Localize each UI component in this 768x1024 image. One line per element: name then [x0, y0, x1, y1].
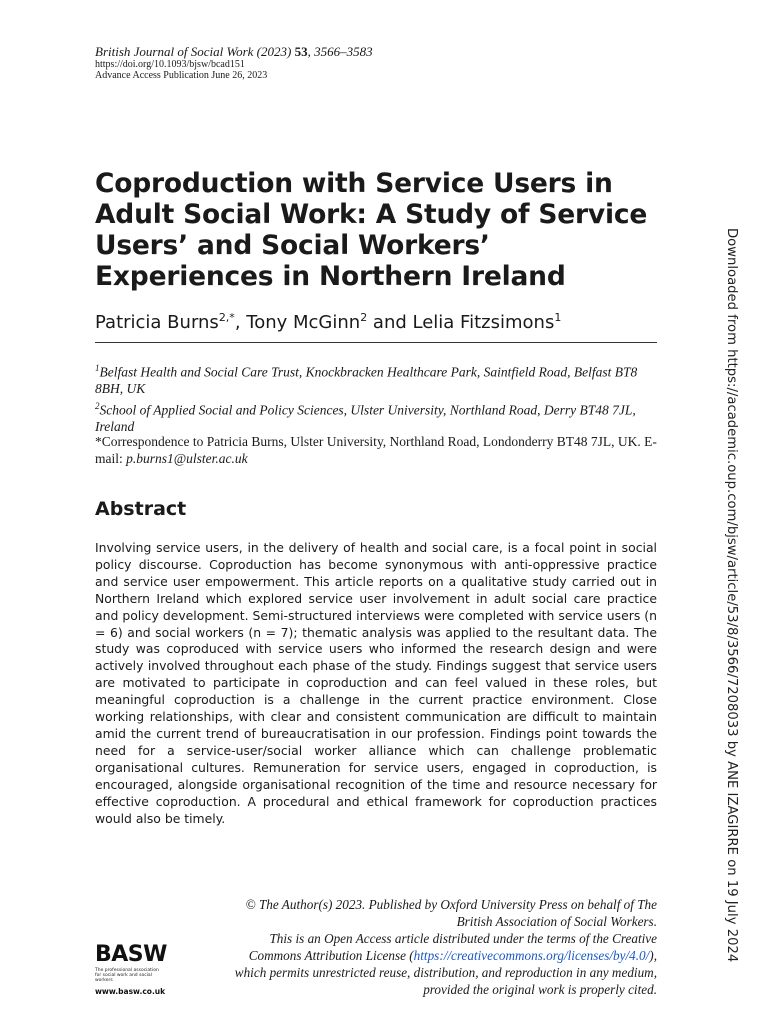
author-affiliation-marker: 2 [360, 311, 368, 324]
author-separator: and [367, 312, 413, 333]
journal-citation [95, 44, 515, 59]
abstract-heading: Abstract [95, 498, 187, 520]
author-list [95, 306, 675, 335]
author-name: Patricia Burns [95, 312, 219, 333]
affiliation-text: Belfast Health and Social Care Trust, Knockbracken Healthcare Park, Saintfield Road, Belfast BT8 8BH, UK [95, 364, 638, 396]
article-title: Coproduction with Service Users in Adult Social Work: A Study of Service Users’ and Social Workers’ Experiences in Northern Ireland [95, 168, 648, 292]
download-watermark: Downloaded from https://academic.oup.com/bjsw/article/53/8/3566/7208033 by ANE IZAGIRRE on 19 July 2024 [724, 228, 739, 963]
abstract-body: Involving service users, in the delivery of health and social care, is a focal point in social policy discourse. Coproduction has become synonymous with anti-oppressive practice and service user empowerment. This article reports on a qualitative study carried out in Northern Ireland which explored service user involvement in adult social care practice and policy development. Semi-structured interviews were completed with service users (n = 6) and social workers (n = 7); thematic analysis was applied to the resultant data. The study was coproduced with service users who informed the research design and were actively involved throughout each phase of the study. Findings suggest that service users are motivated to participate in coproduction and can feel valued in these roles, but meaningful coproduction is a challenge in the current practice environment. Close working relationships, with clear and consistent communication are difficult to maintain amid the current trend of bureaucratisation in our profession. Findings point towards the need for a service-user/social worker alliance which can challenge problematic organisational cultures. Remuneration for service users, engaged in coproduction, is encouraged, alongside organisational recognition of the time and resource necessary for effective coproduction. A procedural and ethical framework for coproduction practices would also be timely. [95, 540, 657, 826]
correspondence-text: *Correspondence to Patricia Burns, Ulster University, Northland Road, Londonderry BT48 7JL, UK. E-mail: [95, 434, 657, 466]
affiliation-text: School of Applied Social and Policy Sciences, Ulster University, Northland Road, Derry BT48 7JL, Ireland [95, 402, 636, 434]
author-separator: , [234, 312, 247, 333]
license-notice [225, 896, 657, 998]
basw-logo-mark: BASW [95, 942, 167, 967]
header-divider [95, 342, 657, 343]
journal-header [95, 44, 515, 81]
correspondence [95, 433, 660, 467]
affiliation [95, 360, 660, 398]
doi[interactable]: https://doi.org/10.1093/bjsw/bcad151 [95, 59, 245, 70]
open-access-statement [225, 930, 657, 998]
affiliation-number: 1 [95, 363, 100, 373]
journal-pages: , 3566–3583 [307, 44, 373, 59]
license-link[interactable]: https://creativecommons.org/licenses/by/4.0/ [413, 948, 650, 963]
basw-url[interactable]: www.basw.co.uk [95, 987, 166, 996]
copyright-line: © The Author(s) 2023. Published by Oxford University Press on behalf of The British Association of Social Workers. [245, 897, 657, 929]
license-text-end: ), which permits unrestricted reuse, distribution, and reproduction in any medium, provided the original work is properly cited. [234, 948, 657, 997]
basw-logo [95, 944, 175, 996]
license-text-start: This is an Open Access article distributed under the terms of the Creative Commons Attribution License ( [248, 931, 657, 963]
correspondence-email[interactable]: p.burns1@ulster.ac.uk [126, 451, 248, 466]
author-name: Lelia Fitzsimons [412, 312, 555, 333]
author-affiliation-marker: 2,* [218, 311, 235, 324]
affiliation [95, 398, 660, 436]
affiliations [95, 360, 660, 435]
basw-logo-tagline: The professional association for social work and social workers [95, 968, 159, 983]
author-name: Tony McGinn [246, 312, 361, 333]
journal-volume: 53 [294, 44, 308, 59]
journal-name: British Journal of Social Work (2023) [95, 44, 292, 59]
access-date: Advance Access Publication June 26, 2023 [95, 70, 268, 81]
author-affiliation-marker: 1 [554, 311, 562, 324]
affiliation-number: 2 [95, 400, 100, 411]
